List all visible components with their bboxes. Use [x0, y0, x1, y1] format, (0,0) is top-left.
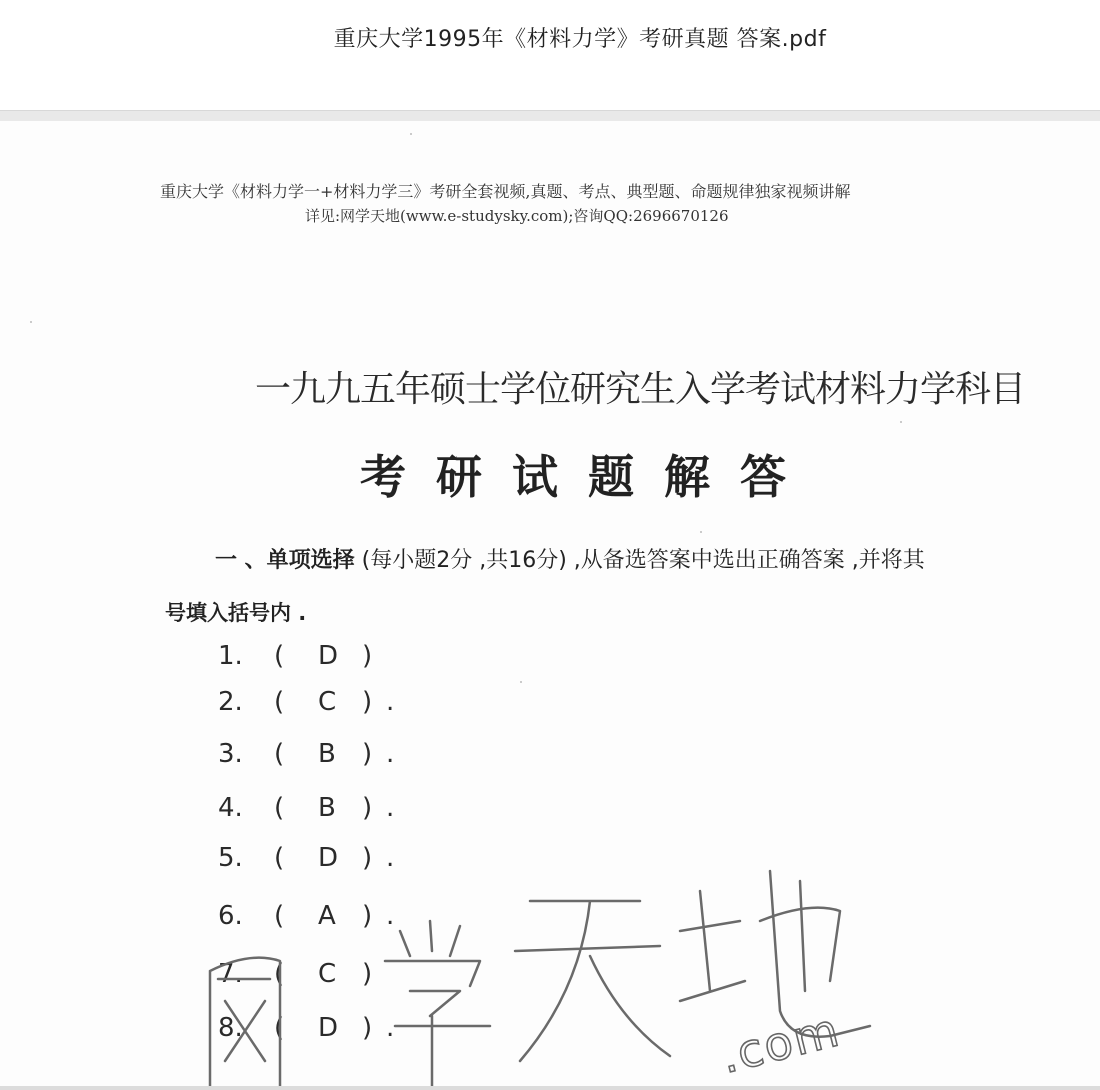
answer-paren-right: ) — [362, 739, 373, 769]
answer-paren-right: ) — [362, 901, 373, 931]
section-instruction-cont: 号填入括号内 . — [165, 601, 307, 625]
section-heading: 一 、单项选择 — [215, 548, 355, 573]
answer-item — [218, 901, 394, 941]
answer-number: 1. — [218, 641, 243, 671]
section-instruction: (每小题2分 ,共16分) ,从备选答案中选出正确答案 ,并将其 — [354, 548, 925, 573]
answer-paren-left: ( — [274, 959, 285, 989]
pdf-viewer[interactable] — [0, 121, 1100, 1090]
answer-value: D — [318, 641, 339, 671]
page-header-line2: 详见:网学天地(www.e-studysky.com);咨询QQ:2696670126 — [305, 207, 729, 225]
answer-tail: . — [386, 843, 395, 873]
answer-paren-right: ) — [362, 641, 373, 671]
answer-paren-left: ( — [274, 843, 285, 873]
answer-value: D — [318, 843, 339, 873]
answer-tail: . — [386, 1013, 395, 1043]
answer-paren-right: ) — [362, 687, 373, 717]
answer-tail: . — [386, 739, 395, 769]
document-title: 重庆大学1995年《材料力学》考研真题 答案.pdf — [333, 27, 827, 52]
answer-paren-left: ( — [274, 739, 285, 769]
answer-tail: . — [386, 793, 395, 823]
answer-paren-right: ) — [362, 1013, 373, 1043]
answer-number: 2. — [218, 687, 243, 717]
answer-tail: . — [386, 901, 395, 931]
answer-paren-left: ( — [274, 1013, 285, 1043]
answer-value: C — [318, 687, 337, 717]
section-heading-line — [215, 543, 925, 574]
answer-value: D — [318, 1013, 339, 1043]
answer-paren-left: ( — [274, 641, 285, 671]
answer-value: B — [318, 793, 336, 823]
answer-item — [218, 739, 394, 779]
answer-tail: . — [386, 687, 395, 717]
answer-paren-right: ) — [362, 959, 373, 989]
exam-title: 一九九五年硕士学位研究生入学考试材料力学科目 — [255, 369, 1026, 410]
answer-value: C — [318, 959, 337, 989]
answer-paren-left: ( — [274, 793, 285, 823]
page-bottom-divider — [0, 1086, 1100, 1090]
answer-number: 8. — [218, 1013, 243, 1043]
pdf-page — [0, 121, 1100, 1090]
page-header-line1: 重庆大学《材料力学一+材料力学三》考研全套视频,真题、考点、典型题、命题规律独家视频讲解 — [160, 182, 851, 201]
answer-number: 4. — [218, 793, 243, 823]
viewer-titlebar — [0, 0, 1100, 110]
answer-paren-right: ) — [362, 843, 373, 873]
answer-paren-left: ( — [274, 687, 285, 717]
answer-paren-left: ( — [274, 901, 285, 931]
answer-number: 7. — [218, 959, 243, 989]
answer-number: 5. — [218, 843, 243, 873]
answer-number: 6. — [218, 901, 243, 931]
answer-item — [218, 687, 394, 727]
exam-subtitle: 考研试题解答 — [360, 450, 816, 504]
answer-item — [218, 641, 386, 681]
answer-item — [218, 1013, 394, 1053]
answer-paren-right: ) — [362, 793, 373, 823]
answer-item — [218, 959, 386, 999]
watermark-domain: .com — [715, 1002, 846, 1084]
answer-item — [218, 793, 394, 833]
answer-number: 3. — [218, 739, 243, 769]
answer-value: B — [318, 739, 336, 769]
answer-value: A — [318, 901, 336, 931]
answer-item — [218, 843, 394, 883]
